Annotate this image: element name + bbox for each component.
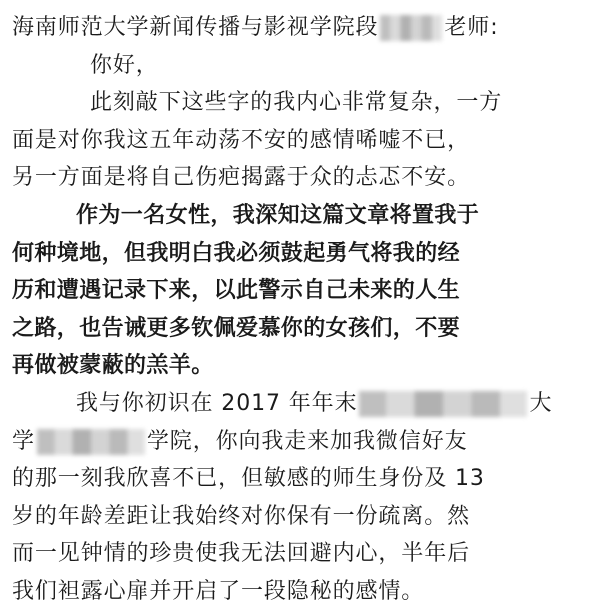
paragraph-3-line-3: 的那一刻我欣喜不已，但敏感的师生身份及 13	[12, 466, 485, 492]
redacted-university-blur	[359, 391, 527, 417]
paragraph-3-line-1	[76, 384, 552, 424]
paragraph-3-line-1-start: 我与你初识在 2017 年年末	[76, 391, 358, 416]
paragraph-3-line-2-end: 学院，你向我走来加我微信好友	[146, 428, 468, 454]
paragraph-3-line-1-end: 大	[529, 391, 553, 416]
redacted-school-blur	[37, 429, 145, 455]
redacted-name-blur	[380, 15, 442, 41]
paragraph-3-line-2	[12, 422, 468, 462]
greeting-line	[12, 8, 499, 48]
paragraph-1-line-1: 此刻敲下这些字的我内心非常复杂，一方	[90, 90, 503, 116]
greeting-text-end: 老师:	[444, 15, 499, 40]
paragraph-1-line-2: 面是对你我这五年动荡不安的感情唏嘘不已，	[12, 127, 471, 153]
paragraph-2-line-4: 之路，也告诫更多钦佩爱慕你的女孩们，不要	[12, 315, 461, 341]
paragraph-2-line-2: 何种境地，但我明白我必须鼓起勇气将我的经	[12, 240, 461, 266]
paragraph-2-line-5: 再做被蒙蔽的羔羊。	[12, 353, 214, 379]
paragraph-3-line-5: 而一见钟情的珍贵使我无法回避内心，半年后	[12, 541, 471, 567]
salutation: 你好，	[90, 52, 159, 78]
greeting-text-start: 海南师范大学新闻传播与影视学院段	[12, 15, 379, 40]
paragraph-3-line-2-start: 学	[12, 428, 35, 454]
paragraph-3-line-6: 我们袒露心扉并开启了一段隐秘的感情。	[12, 579, 425, 604]
paragraph-3-line-4: 岁的年龄差距让我始终对你保有一份疏离。然	[12, 503, 471, 529]
paragraph-2-line-1: 作为一名女性，我深知这篇文章将置我于	[76, 203, 480, 228]
paragraph-2-line-3: 历和遭遇记录下来，以此警示自己未来的人生	[12, 278, 461, 304]
paragraph-1-line-3: 另一方面是将自己伤疤揭露于众的忐忑不安。	[12, 165, 471, 191]
